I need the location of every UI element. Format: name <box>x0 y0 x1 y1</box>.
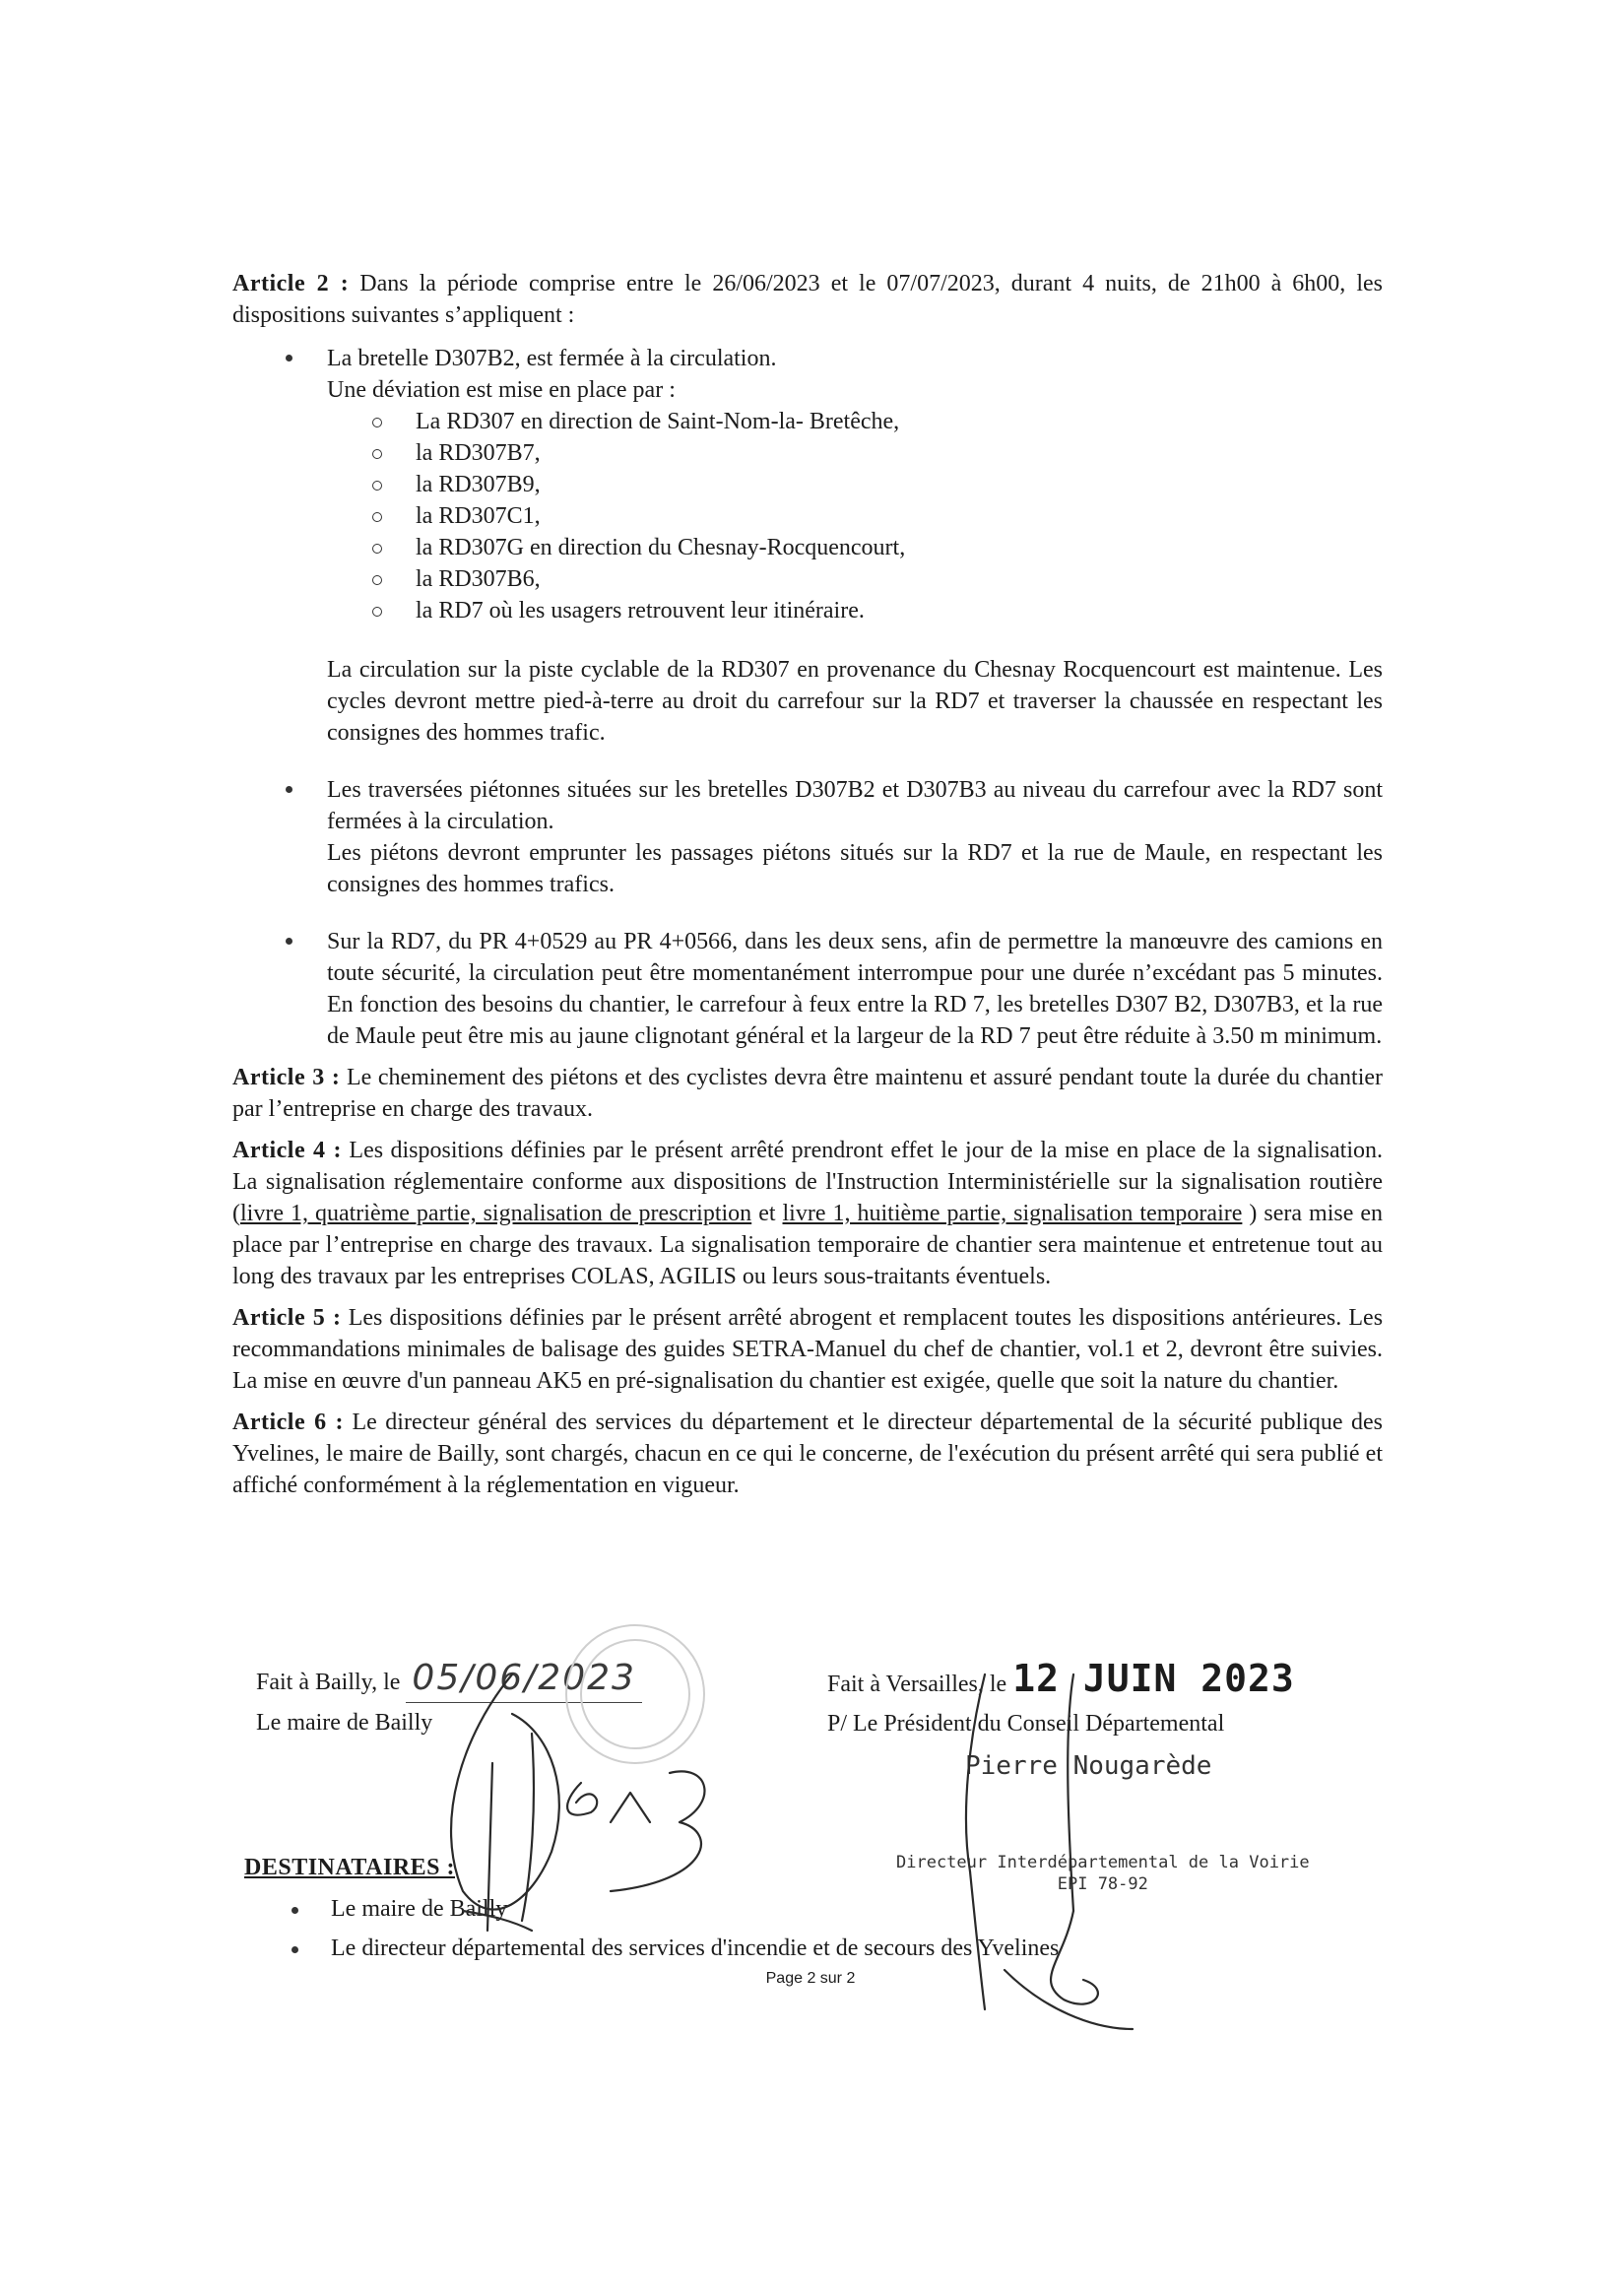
detour-intro: Une déviation est mise en place par : <box>327 377 676 403</box>
mairie-seal-icon <box>566 1625 704 1763</box>
detour-item: la RD307B9, <box>368 469 1383 500</box>
detour-item: La RD307 en direction de Saint-Nom-la- Bretêche, <box>368 406 1383 437</box>
versailles-signature-stroke <box>970 1871 985 2009</box>
closure-line: La bretelle D307B2, est fermée à la circulation. <box>327 346 777 371</box>
detour-item: la RD307C1, <box>368 500 1383 532</box>
recipients-title: DESTINATAIRES : <box>244 1855 455 1880</box>
detour-item: la RD307G en direction du Chesnay-Rocquencourt, <box>368 532 1383 563</box>
article-6-label: Article 6 : <box>232 1410 345 1435</box>
article-4-text-1: Les dispositions définies par le présent arrêté prendront effet le jour de la mise en place de la signalisation. La signalisation réglementaire conforme aux dispositions de l'Instruction Interministérielle sur la signalisation routière ( <box>232 1138 1383 1226</box>
detour-item: la RD307B7, <box>368 437 1383 469</box>
signature-title: P/ Le Président du Conseil Départemental <box>827 1711 1225 1737</box>
signature-place: Fait à Bailly, le <box>256 1670 401 1695</box>
article-5-text: Les dispositions définies par le présent arrêté abrogent et remplacent toutes les dispositions antérieures. Les recommandations minimales de balisage des guides SETRA-Manuel du chef de chantier, vol.1 et 2, devront être suivies. La mise en œuvre d'un panneau AK5 en pré-signalisation du chantier est exigée, quelle que soit la nature du chantier. <box>232 1305 1384 1394</box>
article-6-text: Le directeur général des services du département et le directeur départemental de la sécurité publique des Yvelines, le maire de Bailly, sont chargés, chacun en ce qui le concerne, de l'exécution du présent arrêté qui sera publié et affiché conformément à la réglementation en vigueur. <box>232 1410 1384 1498</box>
article-5-label: Article 5 : <box>232 1305 342 1331</box>
bailly-signature-stroke <box>567 1783 597 1815</box>
pedestrian-closure: Les traversées piétonnes situées sur les bretelles D307B2 et D307B3 au niveau du carrefour avec la RD7 sont fermées à la circulation. <box>327 777 1383 834</box>
recipient-item: Le maire de Bailly <box>244 1891 1059 1927</box>
instruction-reference-link: livre 1, quatrième partie, signalisation de prescription <box>240 1201 752 1226</box>
article-2-label: Article 2 : <box>232 271 350 296</box>
handwritten-date: 05/06/2023 <box>406 1659 642 1703</box>
versailles-signature-stroke <box>1005 1970 1133 2029</box>
article-3-text: Le cheminement des piétons et des cyclistes devra être maintenu et assuré pendant toute la durée du chantier par l’entreprise en charge des travaux. <box>232 1065 1384 1122</box>
versailles-signature-stroke <box>1068 1674 1073 1911</box>
recipient-item: Le directeur départemental des services d'incendie et de secours des Yvelines <box>244 1931 1059 1966</box>
article-4-label: Article 4 : <box>232 1138 342 1163</box>
signature-place: Fait à Versailles, le <box>827 1672 1007 1697</box>
organization-stamp: Directeur Interdépartemental de la Voirie EPI 78-92 <box>896 1853 1310 1894</box>
page-number: Page 2 sur 2 <box>765 1970 856 1987</box>
rd7-paragraph: Sur la RD7, du PR 4+0529 au PR 4+0566, dans les deux sens, afin de permettre la manœuvre des camions en toute sécurité, la circulation peut être momentanément interrompue pour une durée n’excédant pas 5 minutes. En fonction des besoins du chantier, le carrefour à feux entre la RD 7, les bretelles D307 B2, D307B3, et la rue de Maule peut être mis au jaune clignotant général et la largeur de la RD 7 peut être réduite à 3.50 m minimum. <box>327 929 1383 1049</box>
article-2-intro: Dans la période comprise entre le 26/06/2023 et le 07/07/2023, durant 4 nuits, de 21h00 à 6h00, les dispositions suivantes s’appliquent : <box>232 271 1384 328</box>
bailly-signature-stroke <box>522 1734 534 1921</box>
versailles-signature-stroke <box>1051 1911 1098 2004</box>
bailly-signature-stroke <box>451 1674 559 1910</box>
versailles-signature-stroke <box>966 1674 985 1871</box>
cycle-paragraph: La circulation sur la piste cyclable de la RD307 en provenance du Chesnay Rocquencourt est maintenue. Les cycles devront mettre pied-à-terre au droit du carrefour sur la RD7 et traverser la chaussée en respectant les consignes des hommes trafic. <box>327 657 1383 746</box>
pedestrian-route: Les piétons devront emprunter les passages piétons situés sur la RD7 et la rue de Maule, en respectant les consignes des hommes trafics. <box>327 840 1383 897</box>
article-4-text-2: ) sera mise en place par l’entreprise en charge des travaux. La signalisation temporaire de chantier sera maintenue et entretenue tout au long des travaux par les entreprises COLAS, AGILIS ou leurs sous-traitants éventuels. <box>232 1201 1384 1289</box>
mairie-seal-icon <box>581 1640 689 1748</box>
detour-item: la RD307B6, <box>368 563 1383 595</box>
signature-title: Le maire de Bailly <box>256 1710 433 1736</box>
signer-name-stamp: Pierre Nougarède <box>965 1751 1212 1781</box>
bailly-signature-stroke <box>487 1763 492 1931</box>
bailly-signature-stroke <box>611 1771 704 1891</box>
bailly-signature-stroke <box>611 1793 650 1822</box>
detour-item: la RD7 où les usagers retrouvent leur itinéraire. <box>368 595 1383 626</box>
stamped-date: 12 JUIN 2023 <box>1012 1657 1295 1700</box>
article-3-label: Article 3 : <box>232 1065 341 1090</box>
article-4: Article 4 : Les dispositions définies par le présent arrêté prendront effet le jour de la mise en place de la signalisation. La signalisation réglementaire conforme aux dispositions de l'Instruction Interministérielle sur la signalisation routière (livre 1, quatrième partie, signalisation de prescription et livre 1, huitième partie, signalisation temporaire ) sera mise en place par l’entreprise en charge des travaux. La signalisation temporaire de chantier sera maintenue et entretenue tout au long des travaux par les entreprises COLAS, AGILIS ou leurs sous-traitants éventuels. <box>232 1138 1384 1289</box>
instruction-reference-link: livre 1, huitième partie, signalisation temporaire <box>782 1201 1243 1226</box>
